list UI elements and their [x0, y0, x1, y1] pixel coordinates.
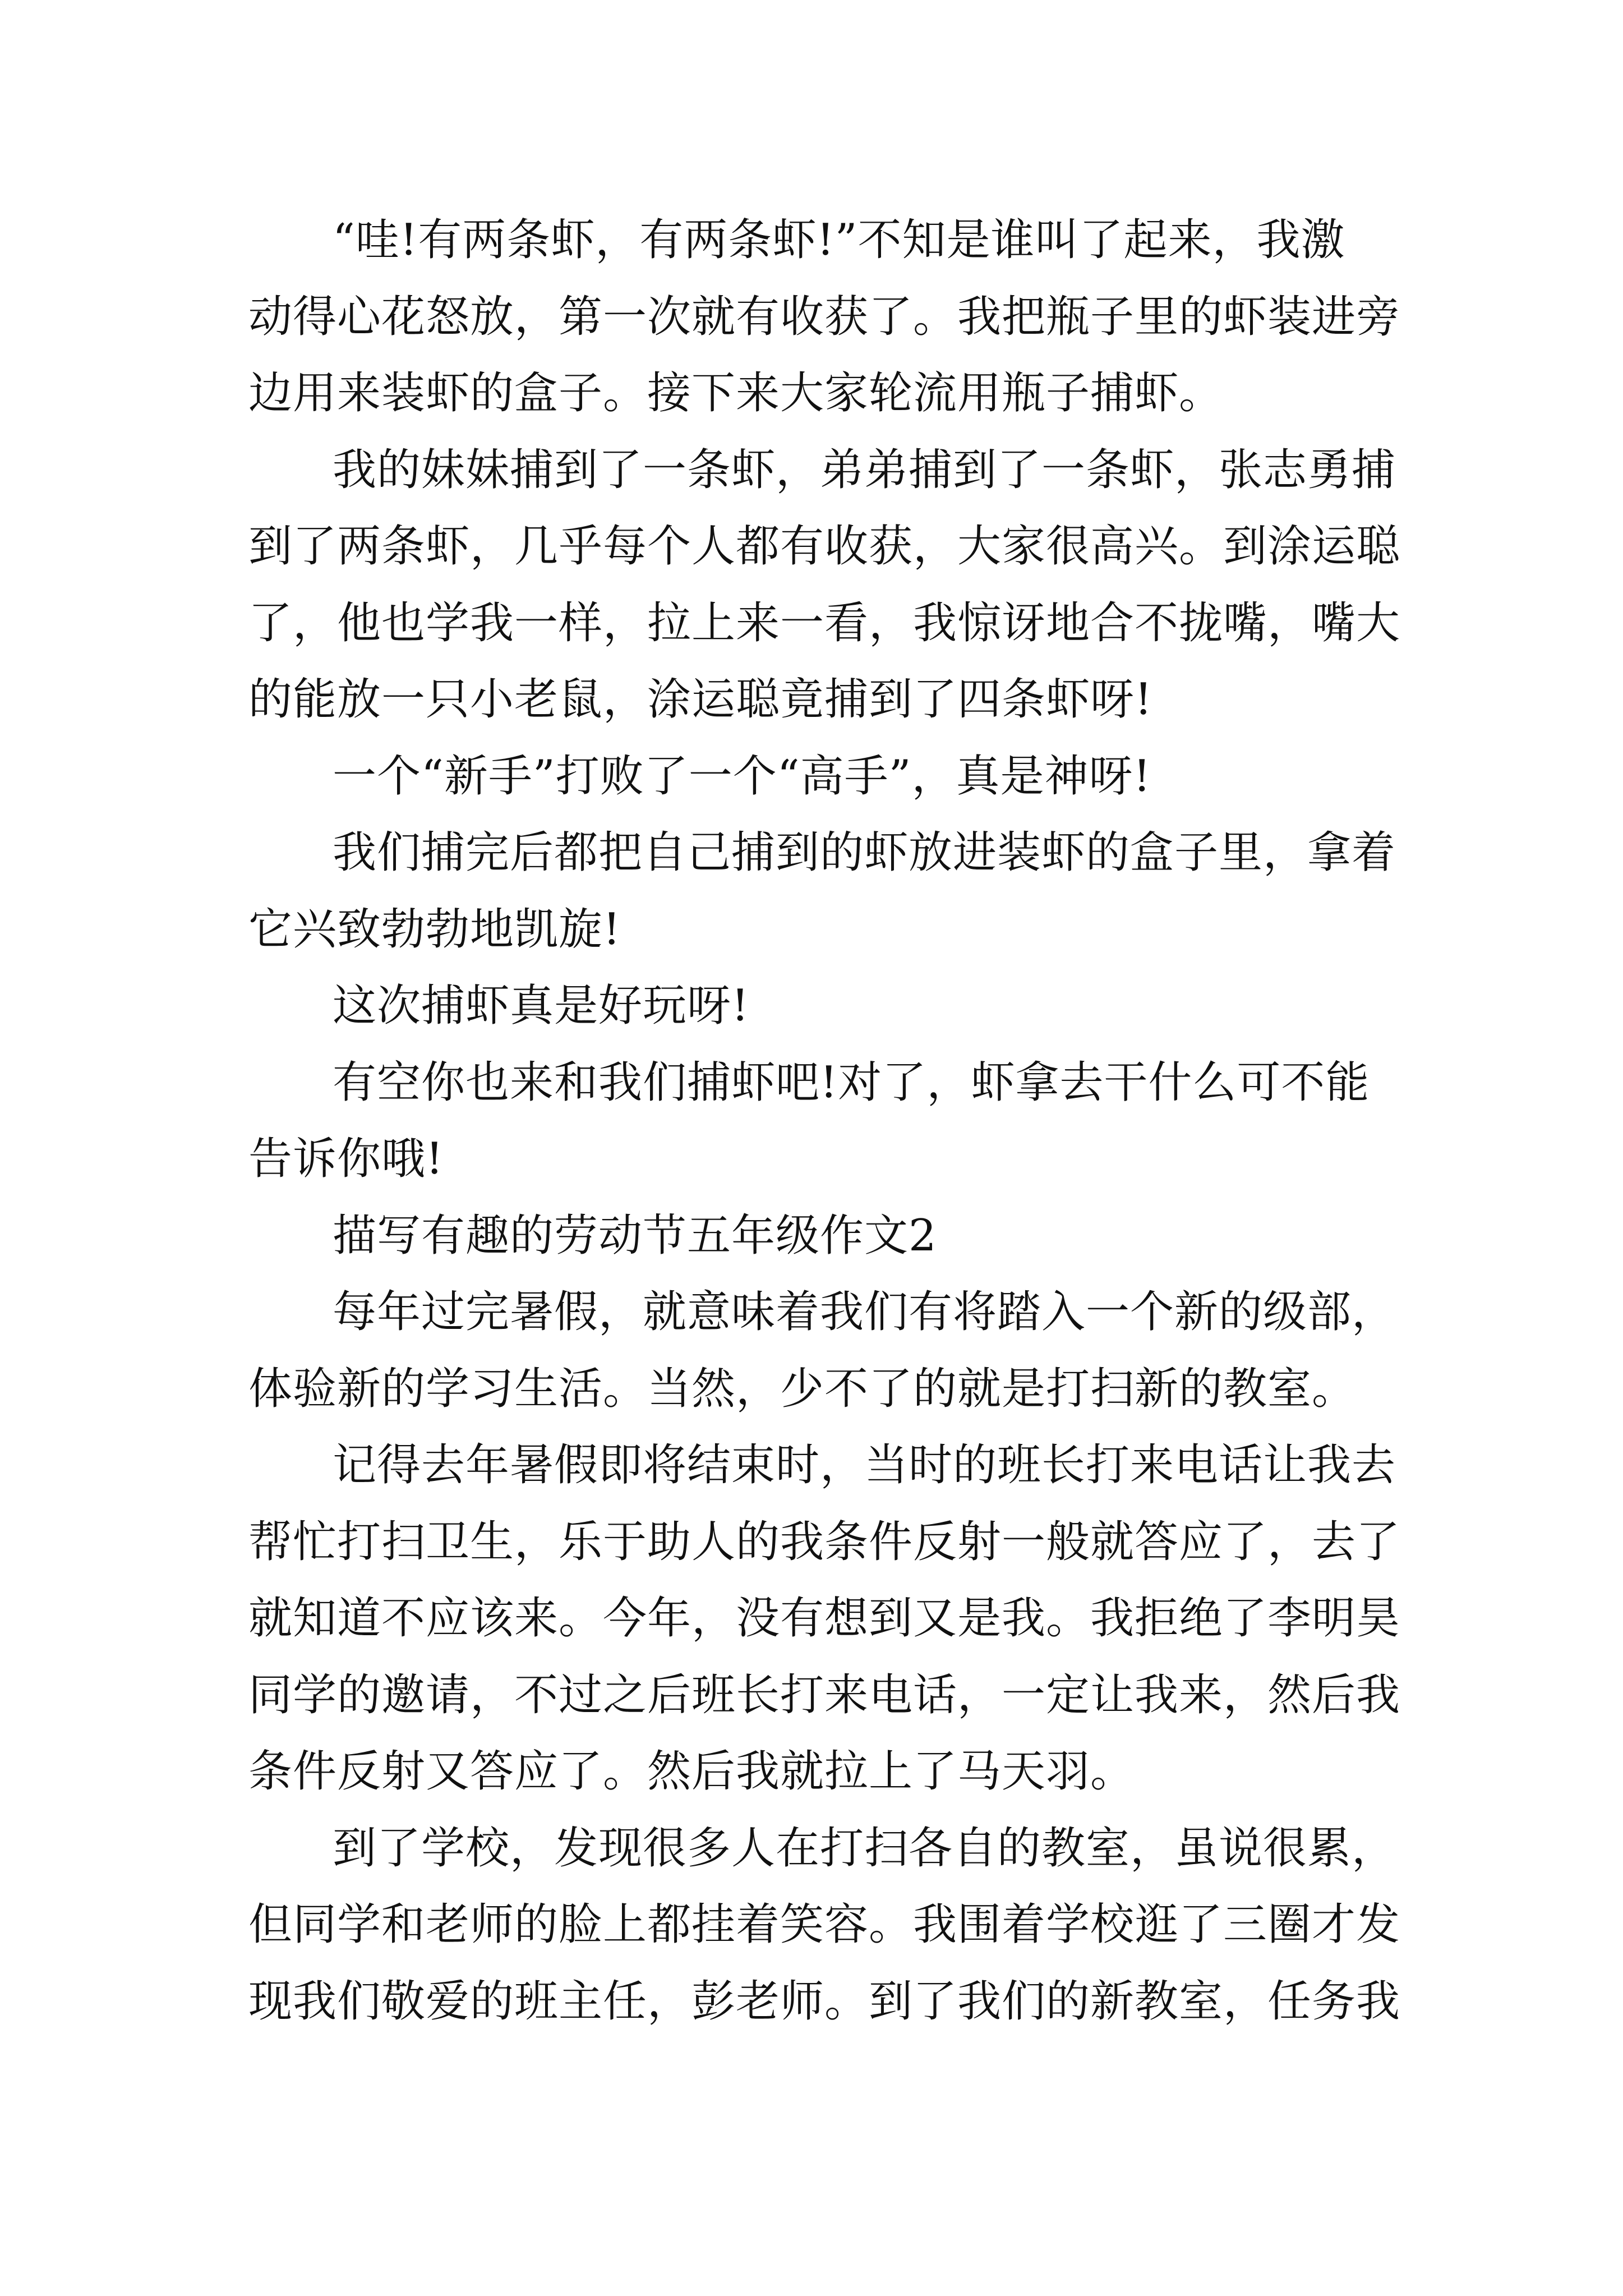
text-line: 这次捕虾真是好玩呀! [333, 981, 750, 1031]
paragraph-1 [248, 202, 1401, 432]
text-line: 告诉你哦! [248, 1134, 444, 1184]
text-line: 边用来装虾的盒子。接下来大家轮流用瓶子捕虾。 [248, 368, 1224, 418]
text-line: 了，他也学我一样，拉上来一看，我惊讶地合不拢嘴，嘴大 [248, 597, 1401, 648]
text-line: 动得心花怒放，第一次就有收获了。我把瓶子里的虾装进旁 [248, 291, 1401, 342]
text-line: 帮忙打扫卫生，乐于助人的我条件反射一般就答应了，去了 [248, 1516, 1401, 1567]
text-line: 条件反射又答应了。然后我就拉上了马天羽。 [248, 1746, 1135, 1797]
text-line: 我们捕完后都把自己捕到的虾放进装虾的盒子里，拿着 [333, 827, 1396, 878]
text-line: 到了两条虾，几乎每个人都有收获，大家很高兴。到涂运聪 [248, 521, 1401, 572]
text-line: “哇!有两条虾，有两条虾!”不知是谁叫了起来，我激 [333, 215, 1345, 265]
text-line: 每年过完暑假，就意味着我们有将踏入一个新的级部， [333, 1287, 1396, 1337]
text-line: 它兴致勃勃地凯旋! [248, 904, 621, 955]
text-line: 一个“新手”打败了一个“高手”，真是神呀! [333, 751, 1151, 802]
text-line: 现我们敬爱的班主任，彭老师。到了我们的新教室，任务我 [248, 1976, 1401, 2027]
text-line: 体验新的学习生活。当然，少不了的就是打扫新的教室。 [248, 1363, 1357, 1414]
heading-text: 描写有趣的劳动节五年级作文2 [333, 1210, 937, 1261]
paragraph-5 [248, 968, 1376, 1045]
text-line: 就知道不应该来。今年，没有想到又是我。我拒绝了李明昊 [248, 1593, 1401, 1644]
text-line: 我的妹妹捕到了一条虾，弟弟捕到了一条虾，张志勇捕 [333, 444, 1396, 495]
text-line: 记得去年暑假即将结束时，当时的班长打来电话让我去 [333, 1440, 1396, 1490]
text-line: 同学的邀请，不过之后班长打来电话，一定让我来，然后我 [248, 1669, 1401, 1720]
paragraph-3 [248, 738, 1376, 815]
paragraph-9 [248, 1810, 1401, 2040]
paragraph-4 [248, 815, 1396, 968]
paragraph-6 [248, 1045, 1376, 1198]
text-line: 的能放一只小老鼠，涂运聪竟捕到了四条虾呀! [248, 674, 1153, 725]
text-line: 到了学校，发现很多人在打扫各自的教室，虽说很累， [333, 1823, 1396, 1874]
paragraph-7 [248, 1274, 1396, 1427]
text-line: 有空你也来和我们捕虾吧!对了，虾拿去干什么可不能 [333, 1057, 1370, 1108]
paragraph-8 [248, 1427, 1401, 1810]
text-line: 但同学和老师的脸上都挂着笑容。我围着学校逛了三圈才发 [248, 1899, 1401, 1950]
paragraph-2 [248, 432, 1401, 738]
section-heading [248, 1198, 1376, 1274]
document-body [248, 202, 1401, 2040]
